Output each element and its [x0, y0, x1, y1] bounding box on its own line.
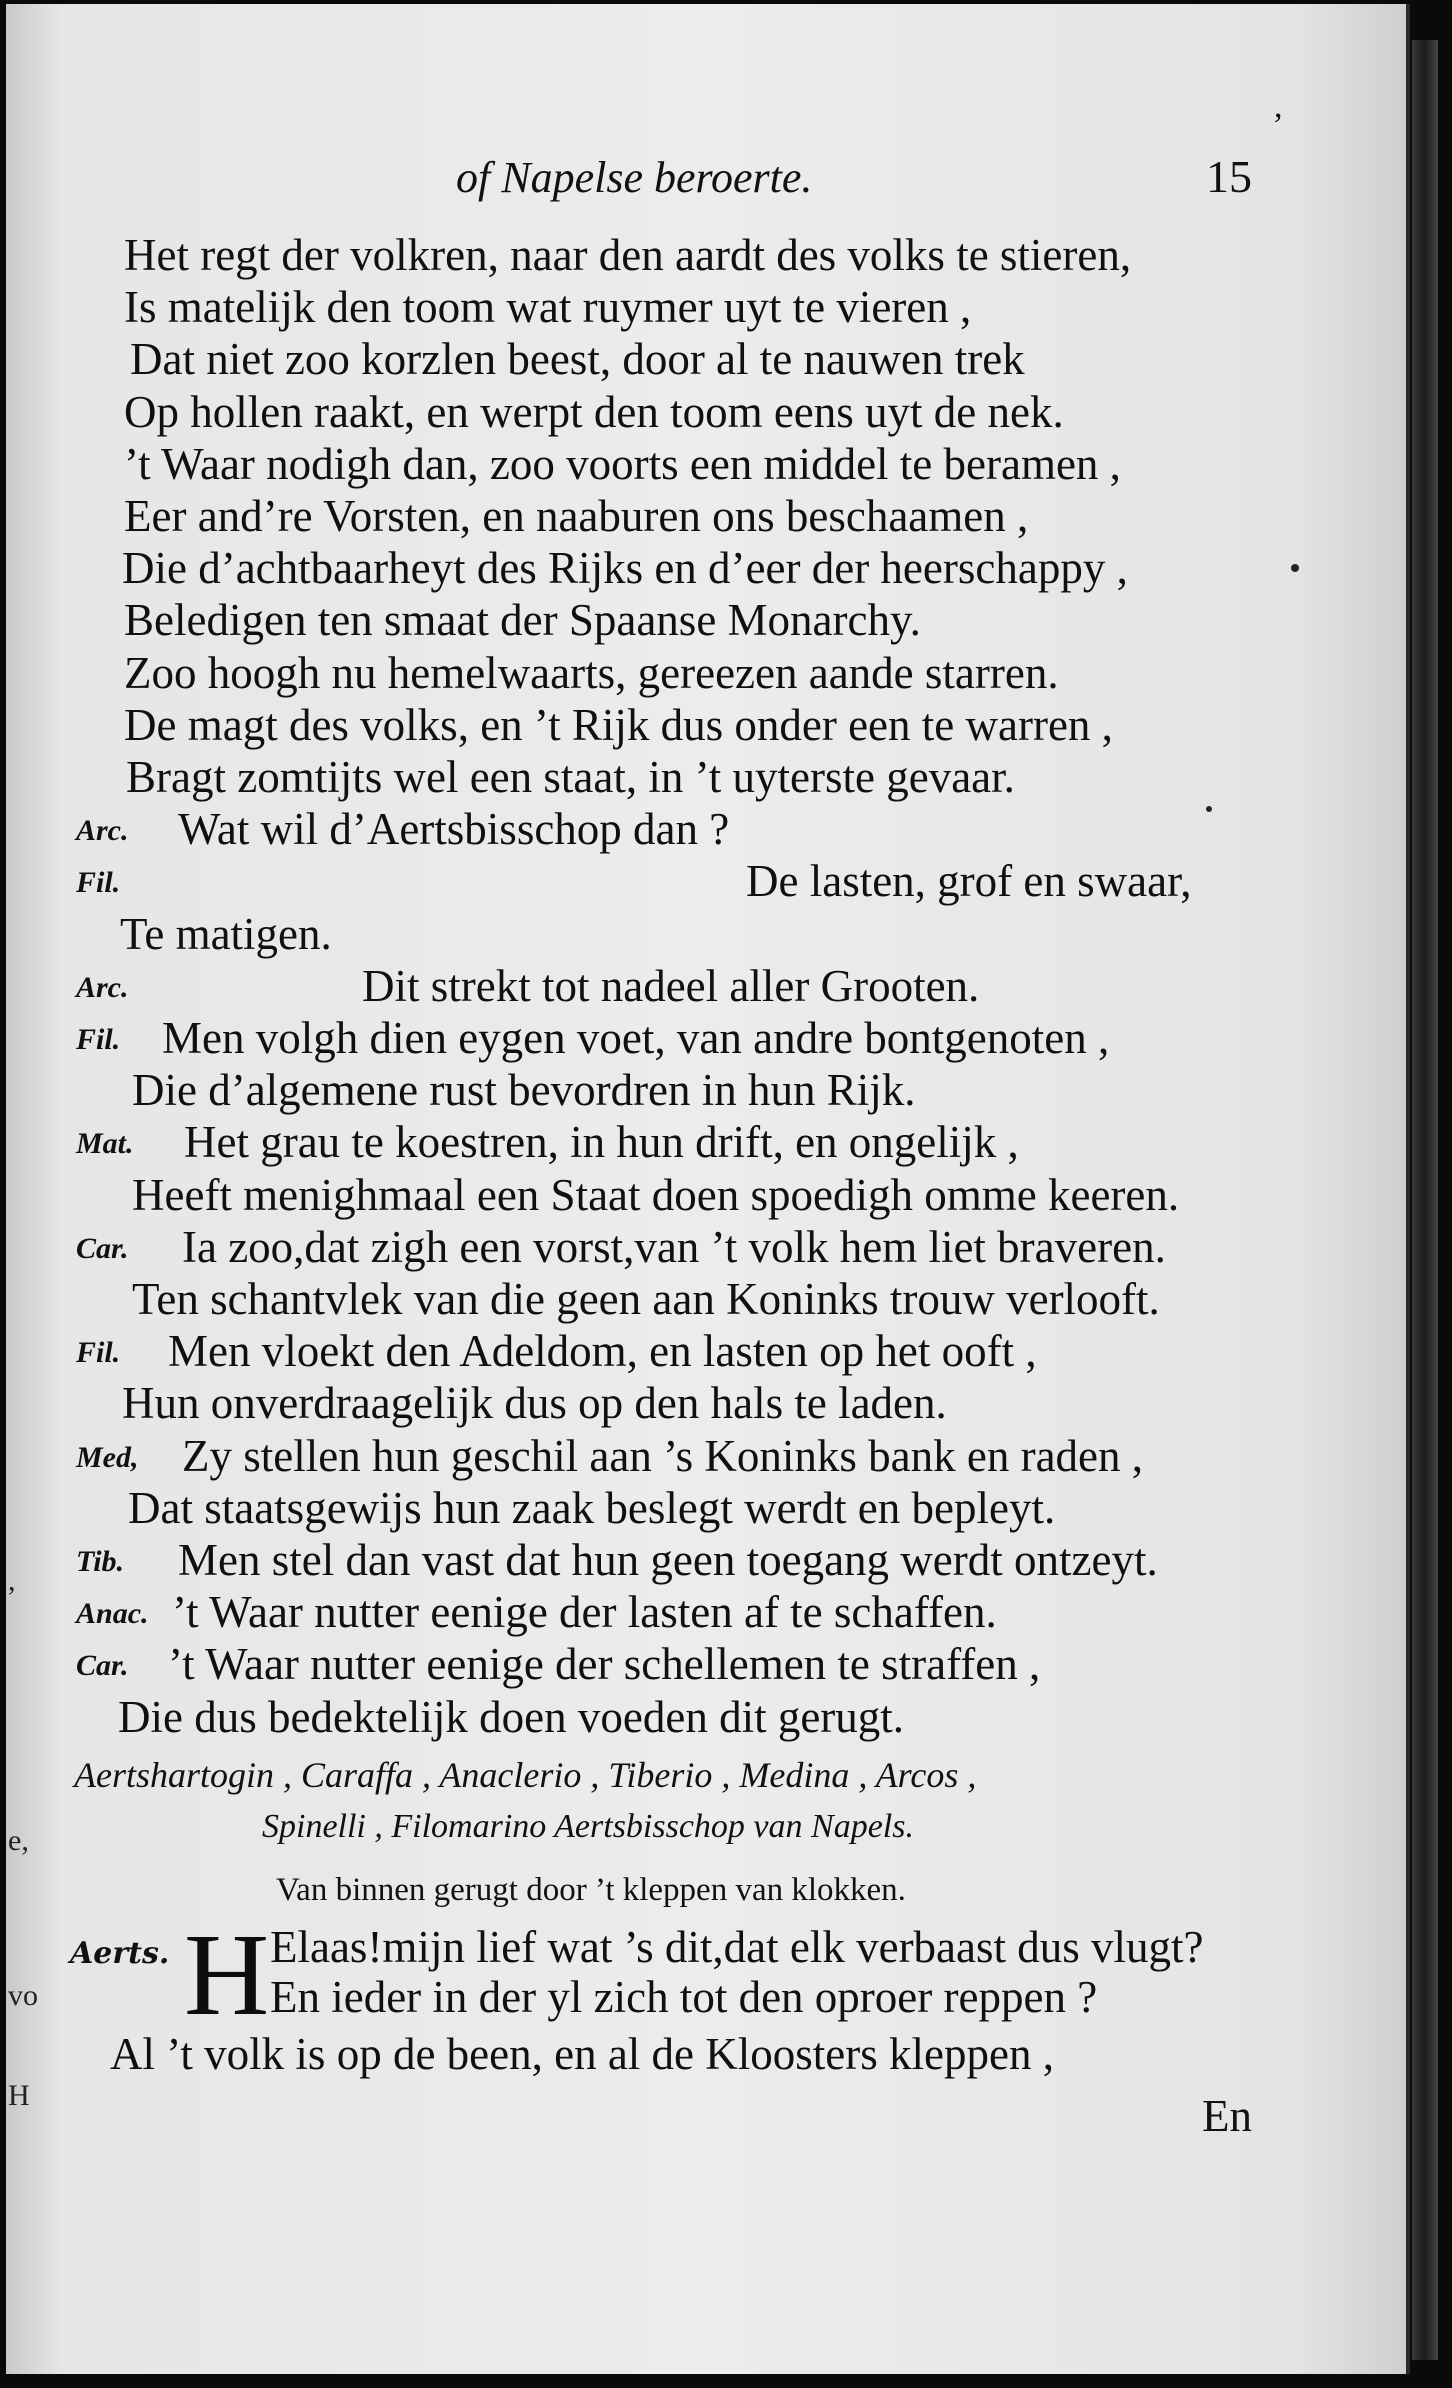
verse-line: [6, 491, 1406, 541]
verse-line: [6, 230, 1406, 280]
verse-line: [6, 1013, 1406, 1063]
speaker-label: Arc.: [76, 970, 129, 1004]
verse-line: [6, 1378, 1406, 1428]
verse-line: [6, 648, 1406, 698]
verse-text: Dat niet zoo korzlen beest, door al te nauwen trek: [130, 334, 1025, 385]
verse-line: [6, 700, 1406, 750]
verse-text: Het regt der volkren, naar den aardt des volks te stieren,: [124, 230, 1132, 280]
verse-text: Wat wil d’Aertsbisschop dan ?: [178, 804, 730, 855]
verse-line: [6, 439, 1406, 489]
verse-line: [6, 1535, 1406, 1585]
speaker-label: Tib.: [76, 1545, 125, 1578]
verse-text: Dit strekt tot nadeel aller Grooten.: [362, 960, 980, 1011]
verse-line: En ieder in der yl zich tot den oproer reppen ?: [270, 1972, 1098, 2022]
verse-line: [6, 909, 1406, 959]
verse-line: [6, 1692, 1406, 1742]
verse-text: ’t Waar nutter eenige der lasten af te schaffen.: [172, 1587, 997, 1638]
verse-line: Elaas!mijn lief wat ’s dit,dat elk verbaast dus vlugt?: [270, 1922, 1204, 1972]
verse-line: [6, 595, 1406, 645]
verse-text: Op hollen raakt, en werpt den toom eens uyt de nek.: [124, 386, 1064, 437]
speaker-label: Fil.: [76, 1023, 121, 1056]
verse-text: Bragt zomtijts wel een staat, in ’t uyterste gevaar.: [126, 752, 1015, 802]
verse-line: [6, 282, 1406, 332]
margin-fragment: vo: [8, 1979, 38, 2012]
verse-line: [6, 1065, 1406, 1115]
margin-fragment: ,: [8, 1564, 16, 1597]
verse-line: [6, 1117, 1406, 1167]
cast-line: Aertshartogin , Caraffa , Anaclerio , Tiberio , Medina , Arcos ,: [74, 1755, 977, 1795]
verse-text: Heeft menighmaal een Staat doen spoedigh omme keeren.: [132, 1169, 1180, 1220]
verse-text: Eer and’re Vorsten, en naaburen ons beschaamen ,: [124, 491, 1029, 541]
verse-line: [6, 752, 1406, 802]
verse-text: Ia zoo,dat zigh een vorst,van ’t volk hem liet braveren.: [182, 1221, 1166, 1272]
speaker-label: Fil.: [76, 866, 121, 900]
speaker-label: Car.: [76, 1231, 129, 1265]
verse-text: ’t Waar nutter eenige der schellemen te straffen ,: [168, 1639, 1041, 1690]
verse-line: [6, 1274, 1406, 1324]
verse-text: Hun onverdraagelijk dus op den hals te laden.: [122, 1378, 947, 1429]
speaker-label: Aerts.: [70, 1936, 170, 1971]
book-page: [6, 4, 1410, 2374]
verse-line: [6, 961, 1406, 1011]
speaker-label: Mat.: [76, 1127, 134, 1161]
verse-text: Men vloekt den Adeldom, en lasten op het ooft ,: [168, 1326, 1037, 1377]
verse-line: [6, 1170, 1406, 1220]
verse-line: [6, 543, 1406, 593]
verse-text: Te matigen.: [120, 908, 332, 959]
catchword: En: [1202, 2091, 1252, 2141]
verse-text: Men stel dan vast dat hun geen toegang werdt ontzeyt.: [178, 1535, 1158, 1585]
verse-text: Zoo hoogh nu hemelwaarts, gereezen aande starren.: [124, 647, 1059, 698]
verse-line: [6, 1587, 1406, 1637]
verse-line: [6, 1222, 1406, 1272]
verse-line: [6, 856, 1406, 906]
stage-direction: Van binnen gerugt door ’t kleppen van klokken.: [276, 1872, 906, 1908]
ink-speck: [1291, 564, 1299, 572]
cast-line: Spinelli , Filomarino Aertsbisschop van Napels.: [262, 1808, 914, 1845]
verse-text: ’t Waar nodigh dan, zoo voorts een middel te beramen ,: [124, 438, 1121, 489]
verse-line: [6, 1483, 1406, 1533]
verse-text: Die d’achtbaarheyt des Rijks en d’eer der heerschappy ,: [122, 543, 1128, 594]
verse-line: Al ’t volk is op de been, en al de Kloosters kleppen ,: [110, 2029, 1054, 2079]
verse-text: Die d’algemene rust bevordren in hun Rijk.: [132, 1065, 916, 1116]
verse-text: De magt des volks, en ’t Rijk dus onder een te warren ,: [124, 699, 1113, 750]
speaker-label: Car.: [76, 1649, 129, 1683]
speaker-label: Arc.: [76, 814, 129, 848]
page-number: 15: [1206, 151, 1252, 202]
verse-text: Dat staatsgewijs hun zaak beslegt werdt en bepleyt.: [128, 1482, 1056, 1533]
drop-capital: H: [184, 1909, 270, 2040]
margin-fragment: H: [8, 2079, 30, 2112]
verse-line: [6, 1431, 1406, 1481]
verse-text: Beledigen ten smaat der Spaanse Monarchy.: [124, 595, 921, 646]
running-head: of Napelse beroerte.: [456, 153, 813, 202]
verse-line: [6, 334, 1406, 384]
speaker-label: Fil.: [76, 1336, 121, 1370]
verse-line: [6, 804, 1406, 854]
verse-text: Is matelijk den toom wat ruymer uyt te vieren ,: [124, 282, 972, 333]
verse-text: Zy stellen hun geschil aan ’s Koninks bank en raden ,: [182, 1430, 1144, 1481]
verse-line: [6, 1326, 1406, 1376]
verse-line: [6, 1639, 1406, 1689]
verse-text: Ten schantvlek van die geen aan Koninks trouw verlooft.: [132, 1274, 1160, 1324]
page-header: [6, 152, 1406, 212]
corner-mark: ,: [1274, 88, 1283, 125]
verse-text: Die dus bedektelijk doen voeden dit gerugt.: [118, 1691, 905, 1742]
verse-line: [6, 387, 1406, 437]
verse-text: Het grau te koestren, in hun drift, en ongelijk ,: [184, 1117, 1019, 1168]
book-edge: [1412, 40, 1438, 2360]
verse-text: De lasten, grof en swaar,: [746, 856, 1192, 907]
margin-fragment: e,: [8, 1824, 29, 1857]
verse-text: Men volgh dien eygen voet, van andre bontgenoten ,: [162, 1013, 1110, 1063]
speaker-label: Med,: [76, 1440, 139, 1474]
speaker-label: Anac.: [76, 1597, 149, 1631]
ink-speck: [1206, 806, 1212, 812]
